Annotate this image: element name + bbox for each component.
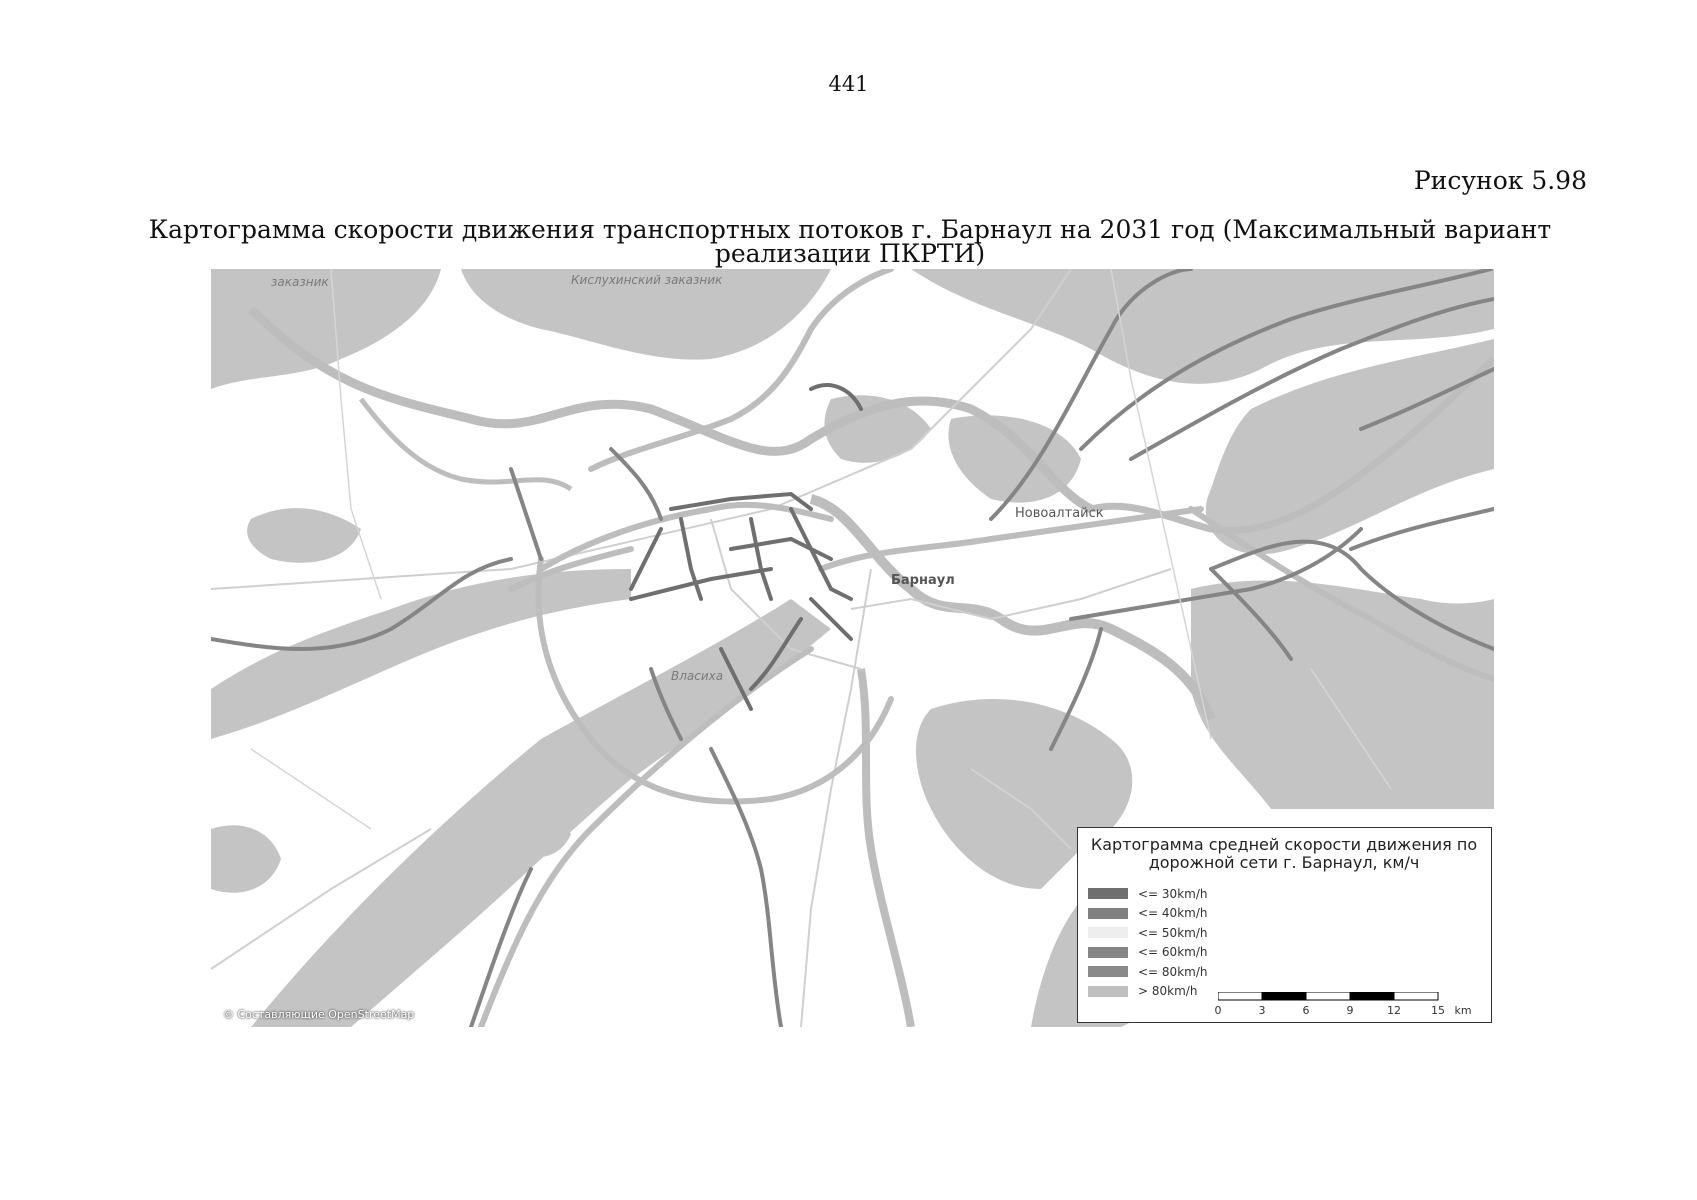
map-label-kislukha-reserve: Кислухинский заказник xyxy=(571,273,723,287)
map-legend xyxy=(1077,827,1492,1023)
scale-tick-label: 3 xyxy=(1258,1004,1266,1017)
legend-item xyxy=(1088,982,1207,1002)
scale-tick-label: 12 xyxy=(1387,1004,1401,1017)
legend-swatch xyxy=(1088,947,1128,958)
map-label-vlasikha: Власиха xyxy=(671,669,724,683)
legend-swatch xyxy=(1088,927,1128,938)
legend-label: <= 50km/h xyxy=(1138,925,1208,940)
page-number: 441 xyxy=(828,72,869,96)
legend-label: <= 80km/h xyxy=(1138,964,1208,979)
scale-tick-label: 6 xyxy=(1302,1004,1310,1017)
figure-number: Рисунок 5.98 xyxy=(1413,166,1587,195)
legend-title-line-2: дорожной сети г. Барнаул, км/ч xyxy=(1148,853,1420,872)
legend-label: <= 30km/h xyxy=(1138,886,1208,901)
legend-item xyxy=(1088,923,1207,943)
legend-swatch xyxy=(1088,888,1128,899)
scale-tick-label: 15 xyxy=(1431,1004,1445,1017)
legend-label: <= 40km/h xyxy=(1138,906,1208,921)
legend-label: > 80km/h xyxy=(1138,984,1198,999)
map-image xyxy=(211,269,1494,1027)
scale-tick-label: 0 xyxy=(1214,1004,1222,1017)
map-attribution: © Составляющие OpenStreetMap xyxy=(223,1008,415,1021)
legend-title xyxy=(1084,836,1484,872)
legend-title-line-1: Картограмма средней скорости движения по xyxy=(1090,835,1478,854)
legend-item xyxy=(1088,962,1207,982)
map-label-barnaul: Барнаул xyxy=(891,573,955,588)
legend-item xyxy=(1088,904,1207,924)
legend-swatch xyxy=(1088,986,1128,997)
legend-label: <= 60km/h xyxy=(1138,945,1208,960)
figure-title: Картограмма скорости движения транспортных потоков г. Барнаул на 2031 год (Максимальный вариант реализации ПКРТИ) xyxy=(148,215,1552,268)
legend-items xyxy=(1088,884,1207,1001)
map-label-novoaltaysk: Новоалтайск xyxy=(1015,506,1104,521)
legend-item xyxy=(1088,884,1207,904)
scale-tick-label: 9 xyxy=(1346,1004,1354,1017)
legend-item xyxy=(1088,943,1207,963)
legend-swatch xyxy=(1088,908,1128,919)
map-label-reserve: заказник xyxy=(271,275,329,289)
legend-swatch xyxy=(1088,966,1128,977)
scale-unit-label: km xyxy=(1454,1004,1472,1017)
